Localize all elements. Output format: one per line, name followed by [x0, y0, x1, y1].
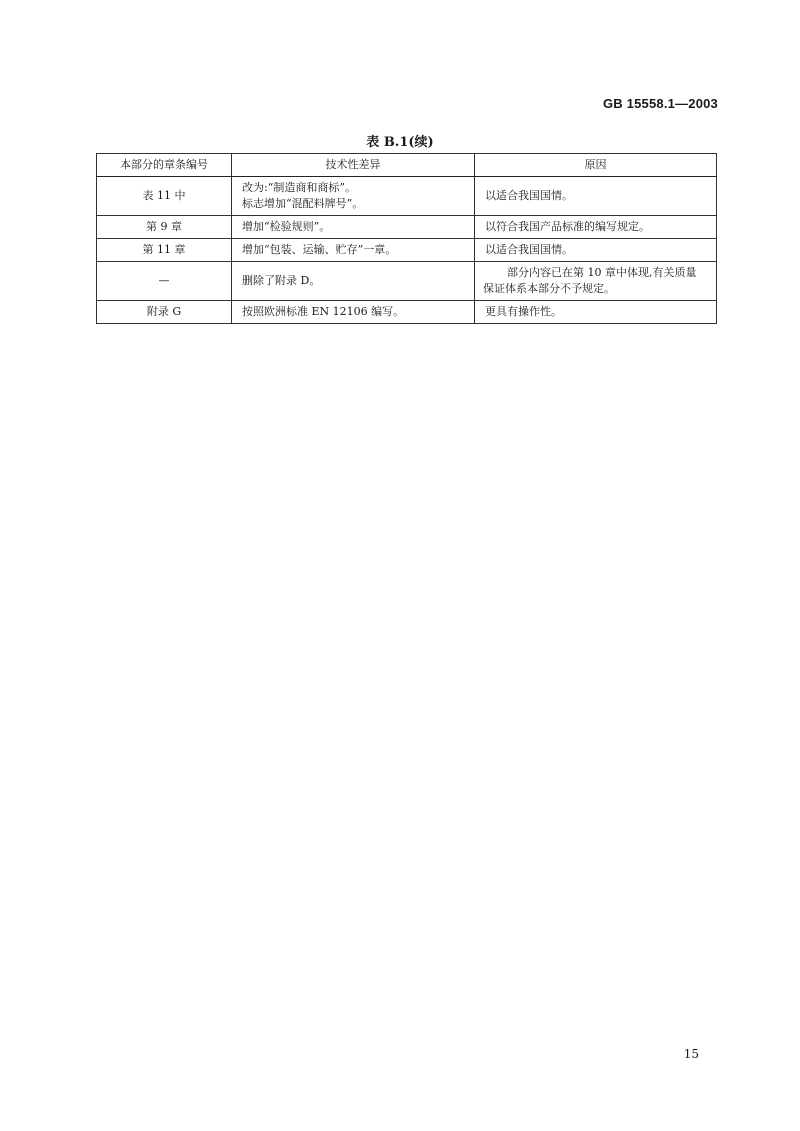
difference-line: 改为:“制造商和商标”。 [242, 181, 356, 194]
reason-cell: 部分内容已在第 10 章中体现,有关质量保证体系本部分不予规定。 [475, 262, 717, 301]
table-row [97, 177, 717, 216]
column-header-difference: 技术性差异 [232, 154, 475, 177]
reason-cell: 以适合我国国情。 [475, 177, 717, 216]
technical-differences-table [96, 153, 717, 324]
difference-line: 增加“检验规则”。 [242, 220, 331, 233]
table-row [97, 239, 717, 262]
reason-cell: 以符合我国产品标准的编写规定。 [475, 216, 717, 239]
difference-line: 标志增加“混配料牌号”。 [242, 197, 364, 210]
column-header-reason: 原因 [475, 154, 717, 177]
difference-cell [232, 301, 475, 324]
column-header-clause: 本部分的章条编号 [97, 154, 232, 177]
clause-cell: 第 9 章 [97, 216, 232, 239]
reason-cell: 更具有操作性。 [475, 301, 717, 324]
difference-line: 按照欧洲标准 EN 12106 编写。 [242, 305, 405, 318]
clause-cell: 附录 G [97, 301, 232, 324]
difference-cell [232, 262, 475, 301]
table-header-row [97, 154, 717, 177]
difference-cell [232, 177, 475, 216]
table-row [97, 216, 717, 239]
clause-cell: 表 11 中 [97, 177, 232, 216]
clause-cell: — [97, 262, 232, 301]
reason-cell: 以适合我国国情。 [475, 239, 717, 262]
table-row [97, 301, 717, 324]
difference-line: 删除了附录 D。 [242, 274, 321, 287]
difference-cell [232, 239, 475, 262]
page-number: 15 [683, 1047, 699, 1061]
difference-line: 增加“包装、运输、贮存”一章。 [242, 243, 397, 256]
standard-number: GB 15558.1—2003 [602, 96, 718, 111]
difference-cell [232, 216, 475, 239]
clause-cell: 第 11 章 [97, 239, 232, 262]
table-title: 表 B.1(续) [366, 135, 434, 150]
table-row [97, 262, 717, 301]
